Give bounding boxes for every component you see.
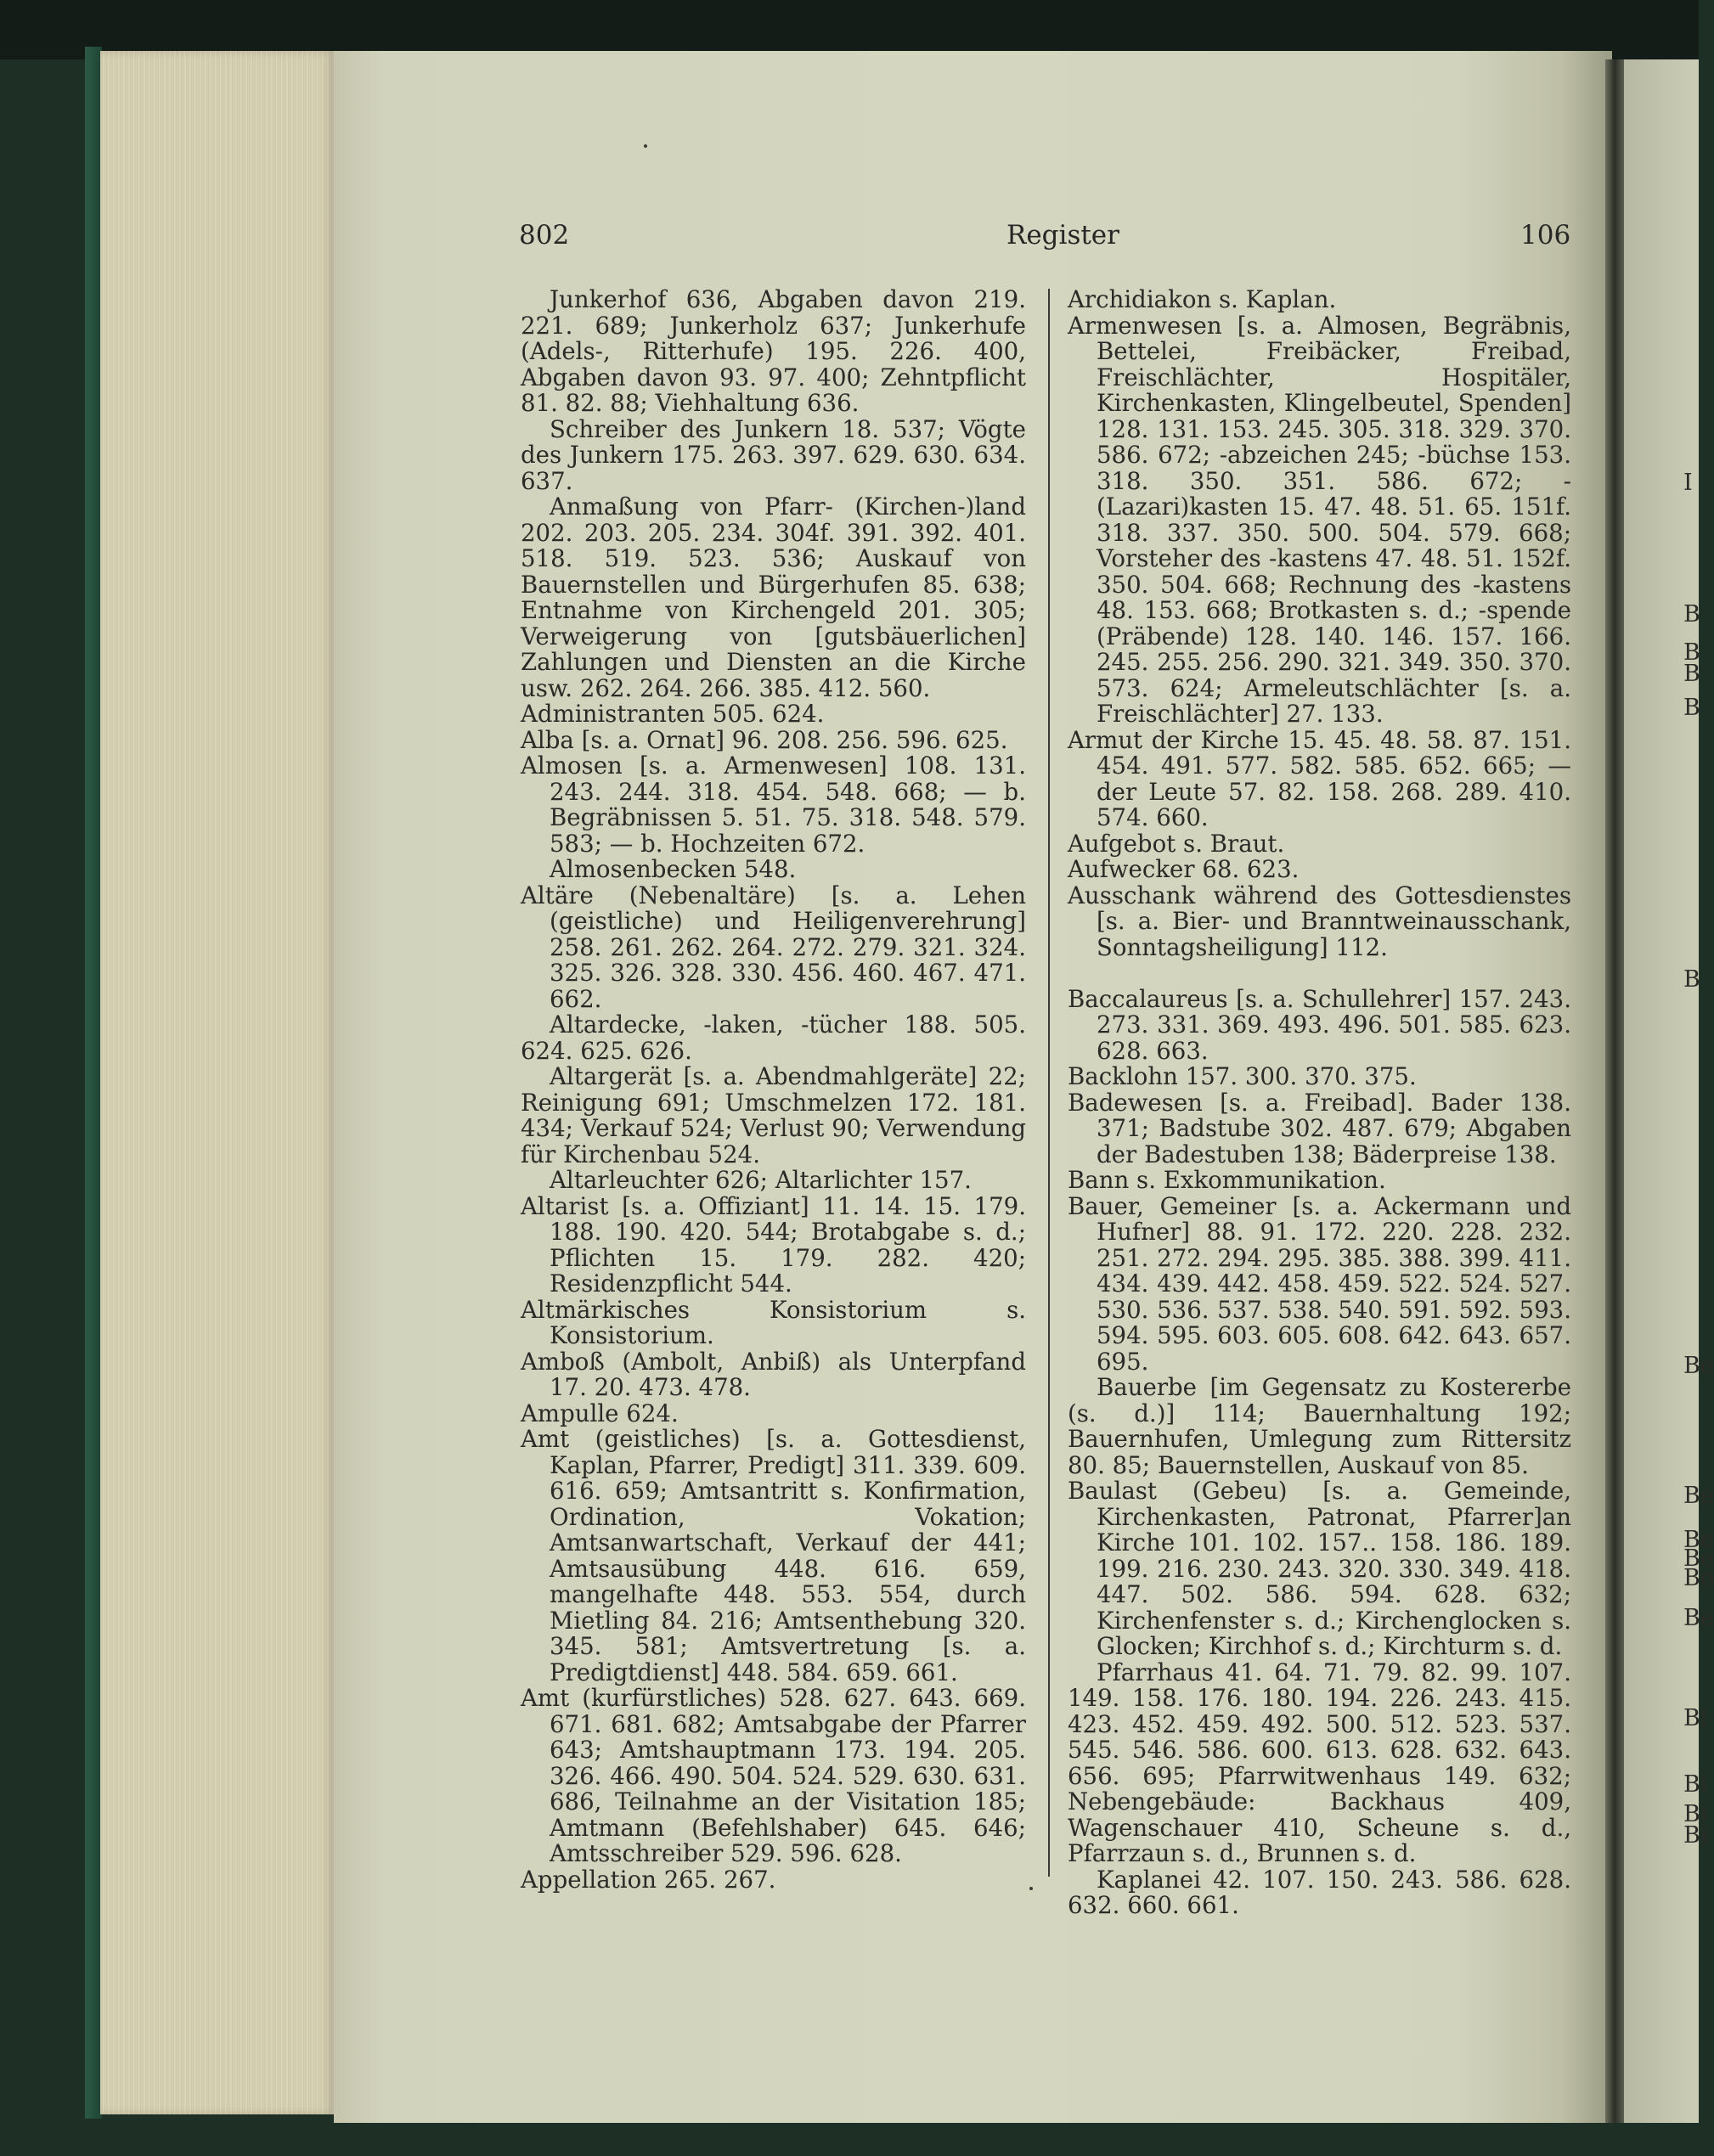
index-entry: Ausschank während des Gottesdienstes [s. a. Bier- und Branntweinausschank, Sonntagsheiligung] 112. xyxy=(1068,881,1571,961)
page-block-edge xyxy=(100,51,334,2114)
index-entry: Bann s. Exkommunikation. xyxy=(1068,1166,1386,1194)
section-gap xyxy=(1068,960,1571,987)
facing-page-letter: Be xyxy=(1683,1545,1714,1572)
paper-speck xyxy=(1029,1887,1033,1890)
facing-page-letter: Be xyxy=(1683,1565,1714,1591)
sheet-number: 106 xyxy=(1520,220,1571,251)
facing-page-letter: B xyxy=(1683,639,1700,666)
index-entry: Armenwesen [s. a. Almosen, Begräbnis, Bettelei, Freibäcker, Freibad, Freischlächter, Hospitäler, Kirchenkasten, Klingelbeutel, Spenden] 128. 131. 153. 245. 305. 318. 329. 370. 586. 672; -abzeichen 245; -büchse 153. 318. 350. 351. 586. 672; -(Lazari)kasten 15. 47. 48. 51. 65. 151f. 318. 337. 350. 500. 504. 579. 668; Vorsteher des -kastens 47. 48. 51. 152f. 350. 504. 668; Rechnung des -kastens 48. 153. 668; Brotkasten s. d.; -spende (Präbende) 128. 140. 146. 157. 166. 245. 255. 256. 290. 321. 349. 350. 370. 573. 624; Armeleutschlächter [s. a. Freischlächter] 27. 133. xyxy=(1068,311,1571,728)
index-entry: Almosen [s. a. Armenwesen] 108. 131. 243. 244. 318. 454. 548. 668; — b. Begräbnissen 5. 51. 75. 318. 548. 579. 583; — b. Hochzeiten 672. xyxy=(521,752,1026,858)
index-entry: Bauer, Gemeiner [s. a. Ackermann und Hufner] 88. 91. 172. 220. 228. 232. 251. 272. 294. 295. 385. 388. 399. 411. 434. 439. 442. 458. 459. 522. 524. 527. 530. 536. 537. 538. 540. 591. 592. 593. 594. 595. 603. 605. 608. 642. 643. 657. 695. xyxy=(1068,1191,1571,1376)
facing-page-letter: Bi xyxy=(1683,1705,1708,1731)
index-entry: Armut der Kirche 15. 45. 48. 58. 87. 151. 454. 491. 577. 582. 585. 652. 665; — der Leute 57. 82. 158. 268. 289. 410. 574. 660. xyxy=(1068,725,1571,831)
facing-page-letter: B xyxy=(1683,661,1700,687)
index-subentry: Anmaßung von Pfarr- (Kirchen-)land 202. 203. 205. 234. 304f. 391. 392. 401. 518. 519. 523. 536; Auskauf von Bauernstellen und Bürgerhufen 85. 638; Entnahme von Kirchengeld 201. 305; Verweigerung von [gutsbäuerlichen] Zahlungen und Diensten an die Kirche usw. 262. 264. 266. 385. 412. 560. xyxy=(521,493,1026,702)
index-entry: Altarist [s. a. Offiziant] 11. 14. 15. 179. 188. 190. 420. 544; Brotabgabe s. d.; Pflichten 15. 179. 282. 420; Residenzpflicht 544. xyxy=(521,1191,1026,1298)
paper-speck xyxy=(644,144,647,148)
facing-page-letter: B xyxy=(1683,695,1700,721)
page-gutter xyxy=(1605,59,1624,2123)
facing-page-letter: I xyxy=(1683,470,1693,496)
index-subentry: Altarleuchter 626; Altarlichter 157. xyxy=(550,1166,972,1194)
index-entry: Administranten 505. 624. xyxy=(521,700,825,728)
column-divider xyxy=(1048,289,1050,1877)
facing-page-letter: Be xyxy=(1683,1527,1714,1553)
index-entry: Aufgebot s. Braut. xyxy=(1068,829,1285,858)
index-subentry: Junkerhof 636, Abgaben davon 219. 221. 689; Junkerholz 637; Junkerhufe (Adels-, Ritterhufe) 195. 226. 400, Abgaben davon 93. 97. 400; Zehntpflicht 81. 82. 88; Viehhaltung 636. xyxy=(521,285,1026,417)
facing-page-letter: Bi xyxy=(1683,1822,1708,1849)
facing-page-letter: Bi xyxy=(1683,1771,1708,1798)
index-column-right xyxy=(1068,287,1571,1919)
running-title: Register xyxy=(1006,220,1119,251)
index-entry: Badewesen [s. a. Freibad]. Bader 138. 371; Badstube 302. 487. 679; Abgaben der Badestuben 138; Bäderpreise 138. xyxy=(1068,1088,1571,1168)
index-entry: Altäre (Nebenaltäre) [s. a. Lehen (geistliche) und Heiligenverehrung] 258. 261. 262. 264. 272. 279. 321. 324. 325. 326. 328. 330. 456. 460. 467. 471. 662. xyxy=(521,881,1026,1013)
facing-page-letter: B xyxy=(1683,601,1700,628)
facing-page-letter: Be xyxy=(1683,1483,1714,1509)
facing-page-letter: Bi xyxy=(1683,1801,1708,1827)
index-entry: Amboß (Ambolt, Anbiß) als Unterpfand 17. 20. 473. 478. xyxy=(521,1347,1026,1401)
index-entry: Altmärkisches Konsistorium s. Konsistorium. xyxy=(521,1295,1026,1349)
facing-page-letter: Be xyxy=(1683,1605,1714,1631)
index-entry: Amt (kurfürstliches) 528. 627. 643. 669. 671. 681. 682; Amtsabgabe der Pfarrer 643; Amtshauptmann 173. 194. 205. 326. 466. 490. 504. 524. 529. 630. 631. 686, Teilnahme an der Visitation 185; Amtmann (Befehlshaber) 645. 646; Amtsschreiber 529. 596. 628. xyxy=(521,1684,1026,1867)
facing-page-letter: B xyxy=(1683,966,1700,993)
index-subentry: Almosenbecken 548. xyxy=(550,855,797,883)
index-entry: Archidiakon s. Kaplan. xyxy=(1068,285,1337,313)
index-column-left xyxy=(521,287,1026,1893)
index-entry: Baulast (Gebeu) [s. a. Gemeinde, Kirchenkasten, Patronat, Pfarrer]an Kirche 101. 102. 157.. 158. 186. 189. 199. 216. 230. 243. 320. 330. 349. 418. 447. 502. 586. 594. 628. 632; Kirchenfenster s. d.; Kirchenglocken s. Glocken; Kirchhof s. d.; Kirchturm s. d. xyxy=(1068,1477,1571,1660)
index-entry: Ampulle 624. xyxy=(521,1399,679,1427)
index-entry: Alba [s. a. Ornat] 96. 208. 256. 596. 625. xyxy=(521,725,1008,754)
index-subentry: Pfarrhaus 41. 64. 71. 79. 82. 99. 107. 149. 158. 176. 180. 194. 226. 243. 415. 423. 452. 459. 492. 500. 512. 523. 537. 545. 546. 586. 600. 613. 628. 632. 643. 656. 695; Pfarrwitwenhaus 149. 632; Nebengebäude: Backhaus 409, Wagenschauer 410, Scheune s. d., Pfarrzaun s. d., Brunnen s. d. xyxy=(1068,1658,1571,1867)
index-subentry: Altardecke, -laken, -tücher 188. 505. 624. 625. 626. xyxy=(521,1010,1026,1065)
index-subentry: Altargerät [s. a. Abendmahlgeräte] 22; Reinigung 691; Umschmelzen 172. 181. 434; Verkauf 524; Verlust 90; Verwendung für Kirchenbau 524. xyxy=(521,1062,1026,1168)
index-entry: Amt (geistliches) [s. a. Gottesdienst, Kaplan, Pfarrer, Predigt] 311. 339. 609. 616. 659; Amtsantritt s. Konfirmation, Ordination, Vokation; Amtsanwartschaft, Verkauf der 441; Amtsausübung 448. 616. 659, mangelhafte 448. 553. 554, durch Mietling 84. 216; Amtsenthebung 320. 345. 581; Amtsvertretung [s. a. Predigtdienst] 448. 584. 659. 661. xyxy=(521,1425,1026,1686)
index-subentry: Schreiber des Junkern 18. 537; Vögte des Junkern 175. 263. 397. 629. 630. 634. 637. xyxy=(521,414,1026,495)
index-entry: Backlohn 157. 300. 370. 375. xyxy=(1068,1062,1417,1090)
page-number: 802 xyxy=(519,220,570,251)
index-entry: Appellation 265. 267. xyxy=(521,1865,776,1894)
index-subentry: Bauerbe [im Gegensatz zu Kostererbe (s. d.)] 114; Bauernhaltung 192; Bauernhufen, Umlegung zum Rittersitz 80. 85; Bauernstellen, Auskauf von 85. xyxy=(1068,1373,1571,1479)
index-entry: Aufwecker 68. 623. xyxy=(1068,855,1300,883)
index-entry: Baccalaureus [s. a. Schullehrer] 157. 243. 273. 331. 369. 493. 496. 501. 585. 623. 628. 663. xyxy=(1068,984,1571,1065)
book-spine xyxy=(85,47,102,2119)
index-subentry: Kaplanei 42. 107. 150. 243. 586. 628. 632. 660. 661. xyxy=(1068,1865,1571,1919)
facing-page-letter: Be xyxy=(1683,1353,1714,1379)
